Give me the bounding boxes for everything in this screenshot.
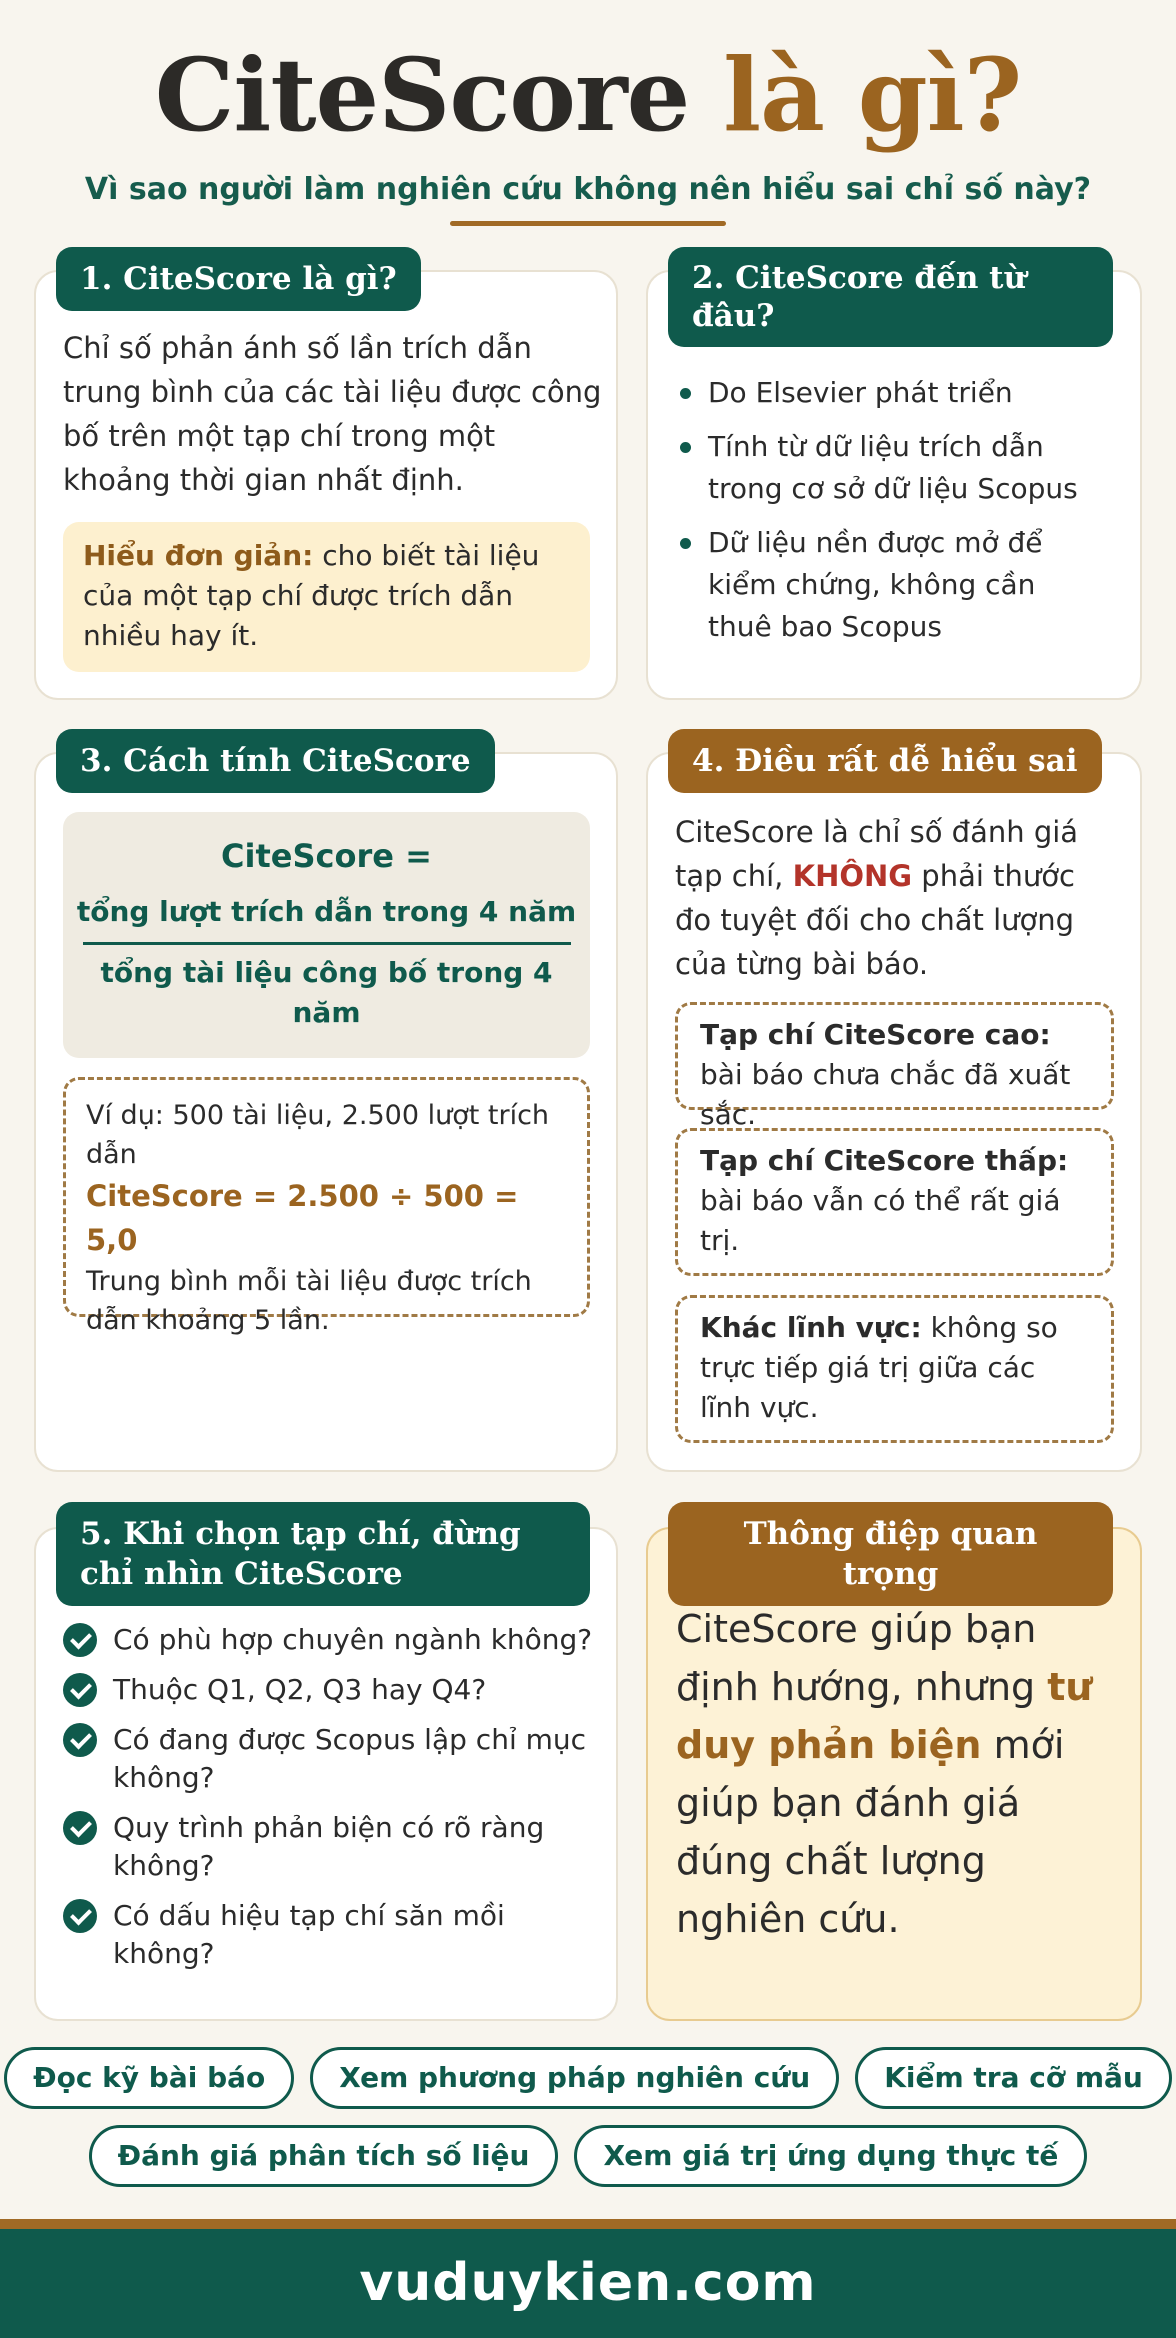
note-label: Tạp chí CiteScore thấp: — [700, 1144, 1069, 1177]
key-message-text — [676, 1600, 1106, 1948]
card-calculation-tag: 3. Cách tính CiteScore — [56, 729, 495, 793]
checklist-text: Có dấu hiệu tạp chí săn mồi không? — [113, 1899, 505, 1970]
formula-denominator: tổng tài liệu công bố trong 4 năm — [100, 956, 553, 1029]
check-icon — [63, 1899, 97, 1933]
example-intro: Ví dụ: 500 tài liệu, 2.500 lượt trích dẫn — [86, 1100, 550, 1170]
checklist-text: Thuộc Q1, Q2, Q3 hay Q4? — [113, 1673, 487, 1706]
note-high-citescore — [675, 1002, 1114, 1131]
fraction-bar — [83, 942, 571, 945]
checklist-text: Có phù hợp chuyên ngành không? — [113, 1623, 593, 1656]
pill-sample-size: Kiểm tra cỡ mẫu — [855, 2047, 1172, 2109]
formula-numerator: tổng lượt trích dẫn trong 4 năm — [76, 895, 577, 928]
note-text: không so trực tiếp giá trị giữa các lĩnh vực. — [700, 1311, 1058, 1424]
bullet-text: Dữ liệu nền được mở để kiểm chứng, không cần thuê bao Scopus — [708, 526, 1043, 643]
checklist-text: Quy trình phản biện có rõ ràng không? — [113, 1811, 545, 1882]
title-part-2: là gì? — [723, 36, 1022, 154]
simple-explanation-note — [63, 522, 590, 672]
footer — [0, 2229, 1176, 2338]
footer-divider — [0, 2219, 1176, 2229]
title-part-1: CiteScore — [154, 36, 690, 154]
list-item — [678, 426, 1098, 510]
card-what-is-tag: 1. CiteScore là gì? — [56, 247, 421, 311]
journal-checklist — [63, 1621, 603, 1985]
bullet-text: Do Elsevier phát triển — [708, 376, 1013, 409]
check-icon — [63, 1623, 97, 1657]
example-result: Trung bình mỗi tài liệu được trích dẫn khoảng 5 lần. — [86, 1266, 532, 1336]
check-icon — [63, 1673, 97, 1707]
message-start: CiteScore giúp bạn định hướng, nhưng — [676, 1607, 1048, 1709]
checklist-text: Có đang được Scopus lập chỉ mục không? — [113, 1723, 587, 1794]
checklist-item — [63, 1809, 603, 1885]
misunderstanding-text — [675, 810, 1115, 986]
checklist-item — [63, 1897, 603, 1973]
checklist-item — [63, 1621, 603, 1659]
card-misunderstanding-tag: 4. Điều rất dễ hiểu sai — [668, 729, 1102, 793]
bullet-icon — [680, 538, 691, 549]
list-item — [678, 372, 1098, 414]
list-item — [678, 522, 1098, 648]
title-underline — [450, 221, 726, 226]
checklist-item — [63, 1721, 603, 1797]
check-icon — [63, 1811, 97, 1845]
pill-row-1 — [0, 2047, 1176, 2109]
example-box — [63, 1077, 590, 1336]
note-text: cho biết tài liệu của một tạp chí được trích dẫn nhiều hay ít. — [83, 539, 540, 652]
note-different-fields — [675, 1295, 1114, 1443]
checklist-item — [63, 1671, 603, 1709]
footer-site: vuduykien.com — [359, 2253, 817, 2313]
message-highlight: tư duy phản biện — [676, 1665, 1093, 1767]
formula-box — [63, 812, 590, 1058]
misunderstanding-text-start: CiteScore là chỉ số đánh giá tạp chí, — [675, 815, 1079, 893]
pill-practical-value: Xem giá trị ứng dụng thực tế — [574, 2125, 1087, 2187]
note-label: Khác lĩnh vực: — [700, 1311, 922, 1344]
note-low-citescore — [675, 1128, 1114, 1276]
pill-research-method: Xem phương pháp nghiên cứu — [310, 2047, 839, 2109]
page-subtitle: Vì sao người làm nghiên cứu không nên hiểu sai chỉ số này? — [84, 172, 1092, 207]
card-key-message-tag: Thông điệp quan trọng — [668, 1502, 1113, 1606]
card-what-is-text: Chỉ số phản ánh số lần trích dẫn trung bình của các tài liệu được công bố trên một tạp chí trong một khoảng thời gian nhất định. — [63, 331, 602, 497]
example-calculation: CiteScore = 2.500 ÷ 500 = 5,0 — [86, 1179, 519, 1257]
check-icon — [63, 1723, 97, 1757]
pill-data-analysis: Đánh giá phân tích số liệu — [89, 2125, 559, 2187]
header — [0, 30, 1176, 226]
origin-bullet-list — [678, 372, 1098, 660]
misunderstanding-text-end: phải thước đo tuyệt đối cho chất lượng của từng bài báo. — [675, 859, 1075, 981]
pill-read-paper: Đọc kỹ bài báo — [4, 2047, 294, 2109]
card-origin-tag: 2. CiteScore đến từ đâu? — [668, 247, 1113, 347]
note-label: Tạp chí CiteScore cao: — [700, 1018, 1051, 1051]
card-checklist-tag: 5. Khi chọn tạp chí, đừng chỉ nhìn CiteScore — [56, 1502, 590, 1606]
bullet-icon — [680, 442, 691, 453]
message-end: mới giúp bạn đánh giá đúng chất lượng nghiên cứu. — [676, 1723, 1065, 1941]
emphasis-not: KHÔNG — [792, 859, 913, 893]
note-text: bài báo vẫn có thể rất giá trị. — [700, 1184, 1061, 1257]
note-text: bài báo chưa chắc đã xuất sắc. — [700, 1058, 1071, 1131]
pill-row-2 — [0, 2125, 1176, 2187]
bullet-text: Tính từ dữ liệu trích dẫn trong cơ sở dữ liệu Scopus — [708, 430, 1078, 505]
note-label: Hiểu đơn giản: — [83, 539, 314, 572]
page-title — [0, 30, 1176, 160]
formula-head: CiteScore = — [221, 837, 432, 875]
bullet-icon — [680, 388, 691, 399]
